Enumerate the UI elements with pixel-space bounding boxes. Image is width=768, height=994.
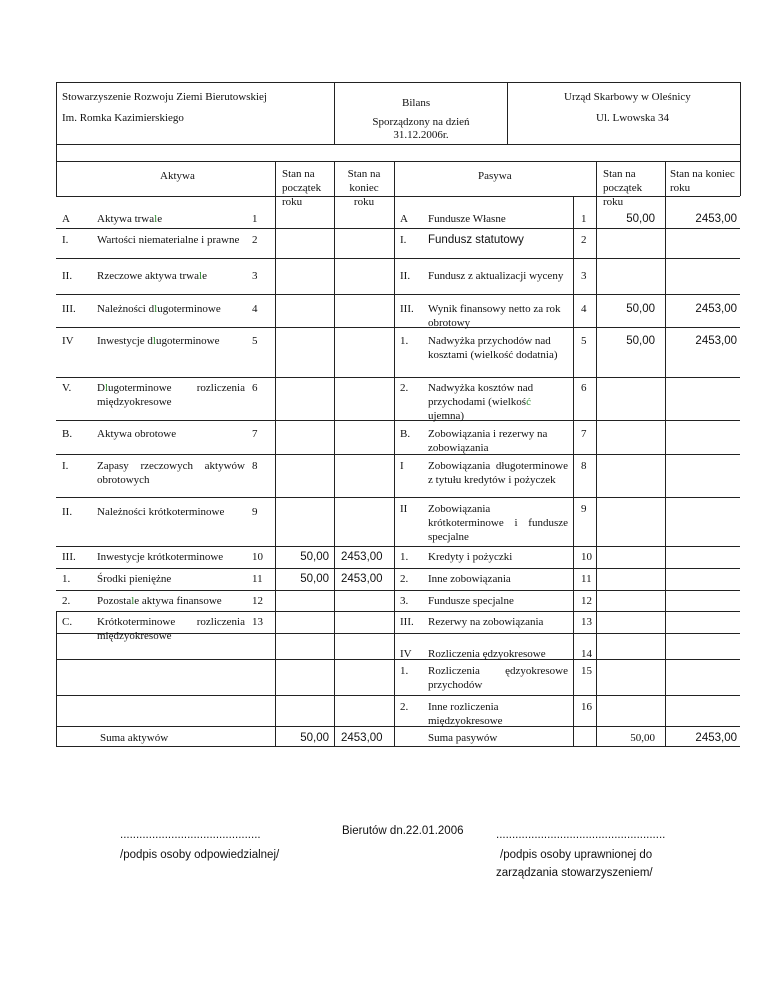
- liability-code: 2.: [400, 382, 409, 394]
- asset-name-rest: e: [202, 270, 207, 282]
- asset-name-text: Inwestycje d: [97, 335, 153, 347]
- asset-no: 3: [252, 270, 258, 282]
- asset-name-highlight: l: [131, 595, 135, 607]
- asset-code: 2.: [62, 595, 71, 607]
- liability-name-text: Fundusz statutowy: [428, 234, 524, 246]
- prepared-date-line2: 31.12.2006r.: [393, 129, 449, 141]
- asset-start: 50,00: [300, 573, 329, 585]
- asset-name: [97, 459, 245, 487]
- liability-code: 1.: [400, 551, 409, 563]
- asset-name-text: Krótkoterminowe rozliczenia międzyokresowe: [97, 616, 245, 642]
- signature-label-right-1: /podpis osoby uprawnionej do: [500, 849, 653, 861]
- org-name: Stowarzyszenie Rozwoju Ziemi Bierutowskiej: [62, 91, 267, 103]
- asset-no: 12: [252, 595, 263, 607]
- liability-end: 2453,00: [695, 335, 737, 347]
- liability-code: II: [400, 503, 408, 515]
- liability-code: IV: [400, 648, 412, 660]
- liability-no: 11: [581, 573, 592, 585]
- liability-name: [428, 700, 568, 728]
- liability-name: [428, 381, 568, 423]
- asset-name: [97, 302, 245, 316]
- liability-name-text: Rezerwy na zobowiązania: [428, 616, 544, 628]
- liability-name-highlight: ć: [526, 396, 531, 408]
- asset-name: [97, 427, 245, 441]
- asset-no: 6: [252, 382, 258, 394]
- liability-no: 9: [581, 503, 587, 515]
- asset-name-highlight: l: [104, 382, 109, 394]
- asset-code: III.: [62, 303, 76, 315]
- liability-name-text: Wynik finansowy netto za rok obrotowy: [428, 303, 561, 329]
- liability-name-text: Fundusze Własne: [428, 213, 506, 225]
- asset-name-text: Zapasy rzeczowych aktywów obrotowych: [97, 460, 245, 486]
- liability-name-text: Fundusz z aktualizacji wyceny: [428, 270, 564, 282]
- asset-name: [97, 594, 245, 608]
- liability-no: 2: [581, 234, 587, 246]
- asset-name: [97, 334, 245, 348]
- liability-name: [428, 233, 568, 247]
- liability-code: 2.: [400, 701, 409, 713]
- asset-no: 8: [252, 460, 258, 472]
- asset-no: 13: [252, 616, 263, 628]
- asset-code: V.: [62, 382, 72, 394]
- liability-code: 2.: [400, 573, 409, 585]
- liabilities-header: Pasywa: [478, 170, 512, 182]
- org-patron: Im. Romka Kazimierskiego: [62, 112, 184, 124]
- liabilities-total-label: Suma pasywów: [428, 732, 498, 744]
- col-end-right: Stan na koniec roku: [670, 168, 735, 194]
- liability-code: III.: [400, 616, 414, 628]
- doc-title: Bilans: [402, 97, 431, 109]
- liability-no: 13: [581, 616, 592, 628]
- liability-code: II.: [400, 270, 411, 282]
- signature-dots-right: .....................................................: [496, 829, 666, 841]
- asset-end: 2453,00: [341, 551, 383, 563]
- signature-dots-left: ............................................: [120, 829, 261, 841]
- asset-name-highlight: l: [154, 213, 158, 225]
- liability-end: 2453,00: [695, 303, 737, 315]
- liability-name-text: Rozliczenia ędzyokresowe przychodów: [428, 665, 568, 691]
- liability-name: [428, 427, 568, 455]
- liability-name: [428, 459, 568, 487]
- liability-start: 50,00: [626, 213, 655, 225]
- liability-code: 3.: [400, 595, 409, 607]
- asset-name-highlight: l: [152, 335, 156, 347]
- asset-code: IV: [62, 335, 74, 347]
- asset-name: [97, 381, 245, 409]
- liability-no: 8: [581, 460, 587, 472]
- liability-name-rest: ujemna): [428, 410, 465, 422]
- asset-no: 7: [252, 428, 258, 440]
- liability-no: 1: [581, 213, 587, 225]
- liability-name: [428, 502, 568, 544]
- liability-code: I: [400, 460, 404, 472]
- liability-name-text: Zobowiązania długoterminowe z tytułu kredytów i pożyczek: [428, 460, 568, 486]
- asset-code: C.: [62, 616, 73, 628]
- liability-name-text: Zobowiązania krótkoterminowe i fundusze specjalne: [428, 503, 568, 543]
- liability-name: [428, 664, 568, 692]
- liability-code: III.: [400, 303, 414, 315]
- asset-no: 9: [252, 506, 258, 518]
- asset-code: III.: [62, 551, 76, 563]
- prepared-date-line1: Sporządzony na dzień: [372, 116, 470, 128]
- asset-name-rest: e aktywa finansowe: [134, 595, 222, 607]
- liability-name: [428, 269, 568, 283]
- tax-office-address: Ul. Lwowska 34: [596, 112, 670, 124]
- liability-name-text: Zobowiązania i rezerwy na zobowiązania: [428, 428, 548, 454]
- asset-name-rest: e: [157, 213, 163, 225]
- asset-name-rest: ugoterminowe: [157, 303, 221, 315]
- liability-no: 7: [581, 428, 587, 440]
- liability-name: [428, 302, 568, 330]
- liability-no: 14: [581, 648, 592, 660]
- asset-name-rest: ugoterminowe rozliczenia międzyokresowe: [97, 382, 245, 408]
- asset-name-text: Należności krótkoterminowe: [97, 506, 225, 518]
- asset-name-text: Aktywa trwa: [97, 213, 155, 225]
- asset-name: [97, 212, 245, 226]
- asset-code: II.: [62, 506, 73, 518]
- liability-name-text: Nadwyżka kosztów nad przychodami (wielkoś: [428, 382, 534, 408]
- asset-code: B.: [62, 428, 73, 440]
- signature-label-right-2: zarządzania stowarzyszeniem/: [496, 867, 653, 879]
- liability-no: 3: [581, 270, 587, 282]
- liability-no: 10: [581, 551, 592, 563]
- liability-code: 1.: [400, 665, 409, 677]
- asset-name: [97, 615, 245, 643]
- liability-no: 15: [581, 665, 592, 677]
- asset-name-rest: ugoterminowe: [155, 335, 220, 347]
- liability-name: [428, 550, 568, 564]
- liability-no: 5: [581, 335, 587, 347]
- asset-name-text: Pozosta: [97, 595, 132, 607]
- liability-name-text: Kredyty i pożyczki: [428, 551, 513, 563]
- assets-total-start: 50,00: [300, 732, 329, 744]
- liability-no: 4: [581, 303, 587, 315]
- asset-name: [97, 505, 245, 519]
- asset-no: 11: [252, 573, 263, 585]
- liability-name-text: Fundusze specjalne: [428, 595, 514, 607]
- asset-name: [97, 572, 245, 586]
- asset-start: 50,00: [300, 551, 329, 563]
- liability-name: [428, 334, 568, 362]
- liability-name-text: Inne zobowiązania: [428, 573, 511, 585]
- asset-name: [97, 233, 245, 247]
- liability-no: 6: [581, 382, 587, 394]
- asset-end: 2453,00: [341, 573, 383, 585]
- tax-office-name: Urząd Skarbowy w Oleśnicy: [564, 91, 691, 103]
- liability-code: I.: [400, 234, 407, 246]
- liability-name: [428, 615, 568, 629]
- asset-name-text: Należności d: [97, 303, 155, 315]
- place-date: Bierutów dn.22.01.2006: [342, 825, 464, 837]
- col-start-right: Stan na początek roku: [603, 168, 643, 208]
- asset-name: [97, 269, 245, 283]
- asset-name-text: D: [97, 382, 105, 394]
- liability-name: [428, 212, 568, 226]
- assets-total-end: 2453,00: [341, 732, 383, 744]
- assets-header: Aktywa: [160, 170, 195, 182]
- liability-name: [428, 594, 568, 608]
- asset-code: I.: [62, 234, 69, 246]
- liability-code: B.: [400, 428, 411, 440]
- asset-no: 2: [252, 234, 258, 246]
- asset-no: 1: [252, 213, 258, 225]
- signature-label-left: /podpis osoby odpowiedzialnej/: [120, 849, 280, 861]
- asset-code: A: [62, 213, 70, 225]
- asset-name-text: Rzeczowe aktywa trwa: [97, 270, 200, 282]
- liability-name-text: Inne rozliczenia międzyokresowe: [428, 701, 503, 727]
- liability-start: 50,00: [626, 303, 655, 315]
- liability-name: [428, 572, 568, 586]
- liabilities-total-start: 50,00: [630, 732, 655, 744]
- asset-name: [97, 550, 245, 564]
- asset-name-text: Aktywa obrotowe: [97, 428, 177, 440]
- asset-name-highlight: l: [199, 270, 203, 282]
- asset-name-text: Inwestycje krótkoterminowe: [97, 551, 224, 563]
- liability-code: 1.: [400, 335, 409, 347]
- liability-code: A: [400, 213, 408, 225]
- liability-name: [428, 647, 568, 661]
- col-start-left: Stan na początek roku: [282, 168, 322, 208]
- liability-name-text: Nadwyżka przychodów nad kosztami (wielkość dodatnia): [428, 335, 558, 361]
- asset-code: 1.: [62, 573, 71, 585]
- asset-no: 10: [252, 551, 263, 563]
- asset-no: 4: [252, 303, 258, 315]
- assets-total-label: Suma aktywów: [100, 732, 169, 744]
- liability-name-text: Rozliczenia ędzyokresowe: [428, 648, 546, 660]
- liabilities-total-end: 2453,00: [695, 732, 737, 744]
- asset-no: 5: [252, 335, 258, 347]
- asset-code: II.: [62, 270, 73, 282]
- liability-end: 2453,00: [695, 213, 737, 225]
- asset-name-text: Wartości niematerialne i prawne: [97, 234, 240, 246]
- asset-name-text: Środki pieniężne: [97, 573, 172, 585]
- liability-no: 16: [581, 701, 592, 713]
- asset-name-highlight: l: [154, 303, 158, 315]
- asset-code: I.: [62, 460, 69, 472]
- col-end-left: Stan na koniec roku: [347, 168, 381, 208]
- liability-start: 50,00: [626, 335, 655, 347]
- liability-no: 12: [581, 595, 592, 607]
